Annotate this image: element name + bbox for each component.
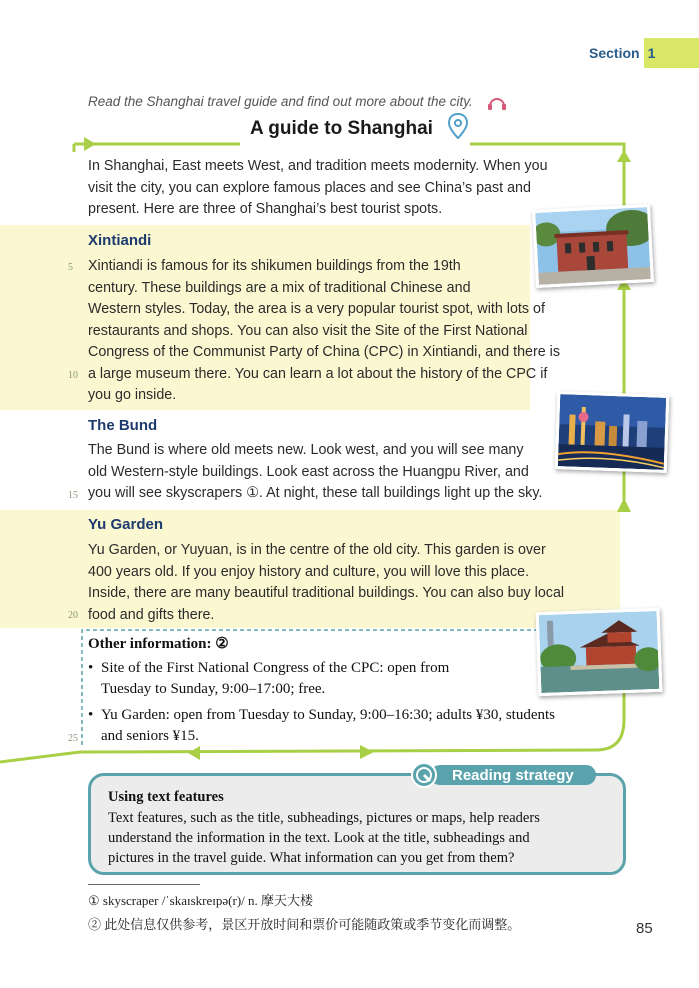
paragraph-line: you go inside. — [88, 387, 177, 403]
paragraph-line: Yu Garden, or Yuyuan, is in the centre of the old city. This garden is over — [88, 542, 546, 558]
paragraph-line: Western styles. Today, the area is a very popular tourist spot, with lots of — [88, 301, 545, 317]
info-line: Site of the First National Congress of the CPC: open from — [101, 660, 450, 676]
reading-strategy-title: Using text features — [108, 789, 224, 805]
paragraph-line: Congress of the Communist Party of China (CPC) in Xintiandi, and there is — [88, 344, 561, 360]
info-line: Yu Garden: open from Tuesday to Sunday, 9:00–16:30; adults ¥30, students — [101, 707, 556, 723]
other-information-title: Other information: ② — [88, 636, 229, 652]
line-number: 5 — [68, 262, 73, 273]
paragraph-line: The Bund is where old meets new. Look west, and you will see many — [88, 442, 524, 458]
page-title: A guide to Shanghai — [250, 118, 433, 139]
xintiandi-paragraph — [88, 256, 608, 407]
bullet: • — [88, 707, 94, 723]
info-line: and seniors ¥15. — [101, 728, 199, 744]
subheading-xintiandi: Xintiandi — [88, 232, 152, 249]
location-pin-icon — [448, 113, 468, 144]
paragraph-line: old Western-style buildings. Look east across the Huangpu River, and — [88, 463, 529, 480]
subheading-the-bund: The Bund — [88, 417, 158, 434]
headphones-icon[interactable] — [487, 96, 507, 115]
subheading-yu-garden: Yu Garden — [88, 516, 164, 533]
footnote-divider — [88, 884, 200, 885]
compass-icon — [410, 761, 438, 794]
paragraph-line: restaurants and shops. You can also visit the Site of the First National — [88, 322, 528, 339]
line-number: 20 — [68, 610, 78, 621]
intro-line: present. Here are three of Shanghai’s best tourist spots. — [88, 201, 443, 217]
line-number: 25 — [68, 733, 78, 744]
section-label: Section — [589, 45, 640, 61]
line-number: 10 — [68, 370, 78, 381]
reading-strategy-label: Reading strategy — [430, 765, 596, 785]
paragraph-line: century. These buildings are a mix of traditional Chinese and — [88, 279, 471, 296]
line-number: 15 — [68, 490, 78, 501]
strategy-line: understand the information in the text. Look at the title, subheadings and — [108, 830, 530, 846]
paragraph-line: Xintiandi is famous for its shikumen buildings from the 19th — [88, 258, 461, 274]
intro-line: In Shanghai, East meets West, and tradition meets modernity. When you — [88, 158, 548, 174]
instruction-text: Read the Shanghai travel guide and find out more about the city. — [88, 94, 473, 109]
reading-strategy-body — [108, 808, 608, 868]
strategy-line: Text features, such as the title, subheadings, pictures or maps, help readers — [108, 810, 540, 826]
intro-paragraph — [88, 156, 588, 221]
bullet: • — [88, 660, 94, 676]
yu-garden-paragraph — [88, 540, 613, 626]
paragraph-line: 400 years old. If you enjoy history and culture, you will love this place. — [88, 563, 530, 580]
footnote-1: ① skyscraper /ˈskaɪskreɪpə(r)/ n. 摩天大楼 — [88, 893, 314, 908]
footnote-2: ② 此处信息仅供参考，景区开放时间和票价可能随政策或季节变化而调整。 — [88, 917, 521, 932]
paragraph-line: Inside, there are many beautiful traditional buildings. You can also buy local — [88, 585, 565, 601]
paragraph-line: you will see skyscrapers ①. At night, these tall buildings light up the sky. — [88, 485, 543, 501]
section-number: 1 — [644, 38, 699, 68]
the-bund-paragraph — [88, 440, 558, 505]
info-item-yu-garden — [88, 705, 613, 747]
info-item-cpc-site — [88, 658, 528, 700]
paragraph-line: a large museum there. You can learn a lot about the history of the CPC if — [88, 365, 548, 382]
reading-strategy-badge — [410, 763, 596, 787]
paragraph-line: food and gifts there. — [88, 606, 215, 623]
intro-line: visit the city, you can explore famous places and see China’s past and — [88, 179, 531, 196]
info-line: Tuesday to Sunday, 9:00–17:00; free. — [101, 681, 326, 697]
strategy-line: pictures in the travel guide. What information can you get from them? — [108, 850, 515, 866]
page-number: 85 — [636, 920, 653, 937]
